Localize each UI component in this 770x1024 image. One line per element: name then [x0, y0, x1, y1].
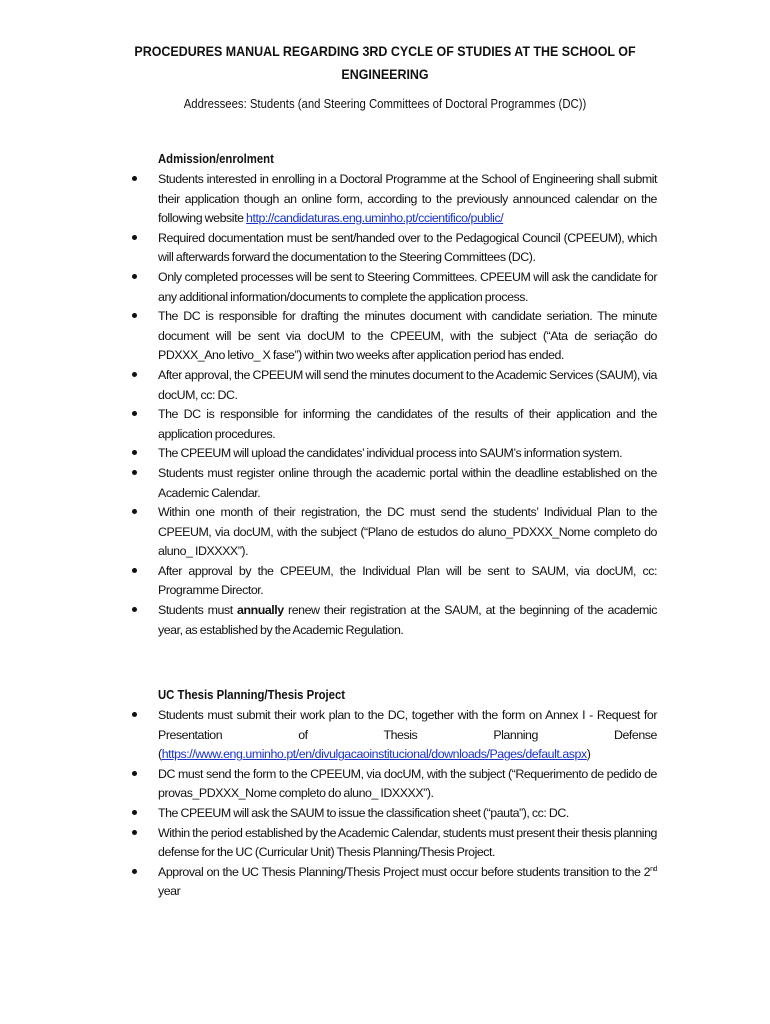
bullet-icon: [132, 450, 137, 455]
thesis-planning-list: [0, 706, 770, 902]
list-item: After approval by the CPEEUM, the Individual Plan will be sent to SAUM, via docUM, cc: Programme Director.: [0, 562, 770, 601]
bullet-icon: [132, 470, 137, 475]
list-item: Approval on the UC Thesis Planning/Thesis Project must occur before students transition to the 2nd year: [0, 863, 770, 902]
section-title-thesis-planning: UC Thesis Planning/Thesis Project: [158, 688, 346, 702]
bullet-icon: [132, 869, 137, 874]
document-title: PROCEDURES MANUAL REGARDING 3RD CYCLE OF STUDIES AT THE SCHOOL OF ENGINEERING: [134, 44, 636, 82]
emphasis-annually: annually: [237, 603, 284, 618]
list-item: DC must send the form to the CPEEUM, via docUM, with the subject (“Requerimento de pedido de provas_PDXXX_Nome completo do aluno_ IDXXXX”).: [0, 765, 770, 804]
list-item: Students interested in enrolling in a Doctoral Programme at the School of Engineering shall submit their application though an online form, according to the previously announced calendar on the following website http://candidaturas.eng.uminho.pt/ccientifico/public/: [0, 170, 770, 229]
bullet-icon: [132, 771, 137, 776]
list-item: The DC is responsible for informing the candidates of the results of their application and the application procedures.: [0, 405, 770, 444]
list-item: Required documentation must be sent/handed over to the Pedagogical Council (CPEEUM), which will afterwards forward the documentation to the Steering Committees (DC).: [0, 229, 770, 268]
bullet-icon: [132, 235, 137, 240]
bullet-icon: [132, 372, 137, 377]
list-item: Students must register online through the academic portal within the deadline established on the Academic Calendar.: [0, 464, 770, 503]
bullet-icon: [132, 509, 137, 514]
section-title-admission: Admission/enrolment: [158, 152, 274, 166]
bullet-icon: [132, 313, 137, 318]
list-item: Students must annually renew their registration at the SAUM, at the beginning of the academic year, as established by the Academic Regulation.: [0, 601, 770, 640]
list-item: Within the period established by the Academic Calendar, students must present their thesis planning defense for the UC (Curricular Unit) Thesis Planning/Thesis Project.: [0, 824, 770, 863]
candidaturas-link[interactable]: http://candidaturas.eng.uminho.pt/ccientifico/public/: [246, 211, 504, 226]
addressees-line: Addressees: Students (and Steering Committees of Doctoral Programmes (DC)): [183, 97, 587, 111]
downloads-link[interactable]: https://www.eng.uminho.pt/en/divulgacaoinstitucional/downloads/Pages/default.aspx: [161, 747, 587, 762]
bullet-icon: [132, 176, 137, 181]
list-item: Within one month of their registration, the DC must send the students’ Individual Plan to the CPEEUM, via docUM, with the subject (“Plano de estudos do aluno_PDXXX_Nome completo do aluno_ IDXXXX”).: [0, 503, 770, 562]
list-item: The CPEEUM will upload the candidates’ individual process into SAUM’s information system.: [0, 444, 770, 464]
list-item: The DC is responsible for drafting the minutes document with candidate seriation. The minute document will be sent via docUM to the CPEEUM, with the subject (“Ata de seriação do PDXXX_Ano letivo_ X fase”) within two weeks after application period has ended.: [0, 307, 770, 366]
ordinal-superscript: nd: [650, 865, 657, 873]
bullet-icon: [132, 830, 137, 835]
bullet-icon: [132, 274, 137, 279]
bullet-icon: [132, 810, 137, 815]
list-item: Only completed processes will be sent to Steering Committees. CPEEUM will ask the candidate for any additional information/documents to complete the application process.: [0, 268, 770, 307]
list-item: After approval, the CPEEUM will send the minutes document to the Academic Services (SAUM), via docUM, cc: DC.: [0, 366, 770, 405]
bullet-icon: [132, 568, 137, 573]
bullet-icon: [132, 712, 137, 717]
admission-list: [0, 170, 770, 640]
list-item: The CPEEUM will ask the SAUM to issue the classification sheet (“pauta”), cc: DC.: [0, 804, 770, 824]
list-item: Students must submit their work plan to the DC, together with the form on Annex I - Request for Presentation of Thesis Planning Defense (https://www.eng.uminho.pt/en/divulgacaoinstitucional/downloads/Pages/default.aspx): [0, 706, 770, 765]
bullet-icon: [132, 607, 137, 612]
bullet-icon: [132, 411, 137, 416]
